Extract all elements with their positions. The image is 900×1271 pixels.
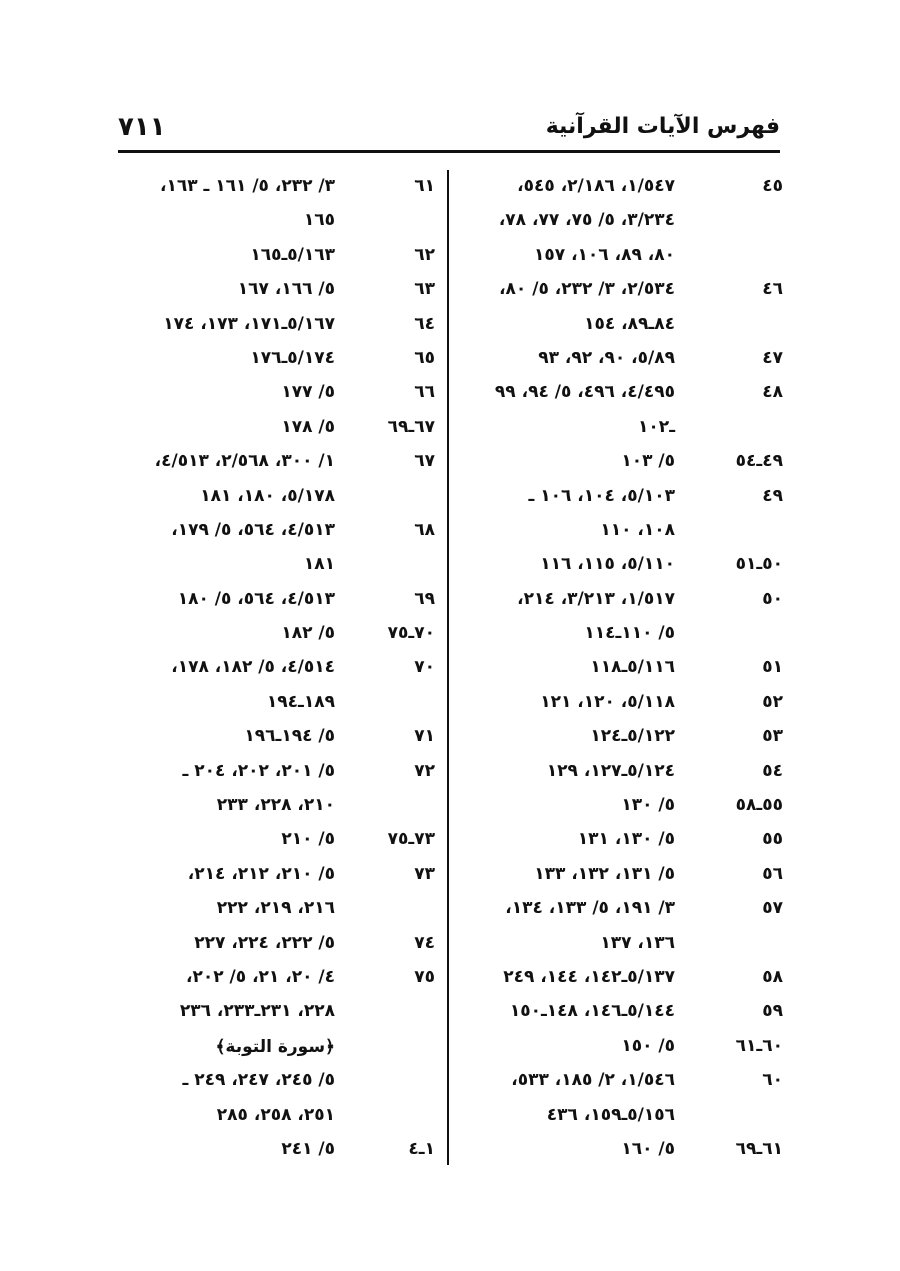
- index-row: [125, 308, 435, 342]
- page-references: ١/ ٣٠٠، ٢/٥٦٨، ٤/٥١٣،: [154, 451, 335, 472]
- verse-number: ٤٩ـ٥٤: [735, 451, 783, 472]
- verse-number: ٦٧ـ٦٩: [387, 416, 435, 437]
- page-references: ٥/١٦٧ـ١٧١، ١٧٣، ١٧٤: [163, 313, 335, 334]
- verse-number: ٥٨: [762, 966, 783, 987]
- index-row: [465, 514, 783, 548]
- header-rule: [118, 150, 780, 153]
- page-references: ٤/٥١٤، ٥/ ١٨٢، ١٧٨،: [171, 657, 335, 678]
- page-references: ٥/ ١٣٠: [621, 795, 675, 816]
- page-references: ٤/٥١٣، ٥٦٤، ٥/ ١٨٠: [177, 588, 335, 609]
- index-row: [465, 823, 783, 857]
- verse-number: ٧٠: [414, 657, 435, 678]
- index-row: [465, 617, 783, 651]
- page-references: ٥/ ٢١٠، ٢١٢، ٢١٤،: [187, 863, 335, 884]
- page-references: ٥/١٣٧ـ١٤٢، ١٤٤، ٢٤٩: [503, 966, 675, 987]
- page-references: ٥/ ١١٠ـ١١٤: [584, 623, 675, 644]
- page-references: ٥/ ١٨٢: [281, 623, 335, 644]
- index-row: [125, 755, 435, 789]
- page-references: ٥/١٠٣، ١٠٤، ١٠٦ ـ: [528, 485, 675, 506]
- verse-number: ٧٣ـ٧٥: [387, 829, 435, 850]
- page-references: ٥/ ٢٠١، ٢٠٢، ٢٠٤ ـ: [182, 760, 335, 781]
- page-references: ٥/١٢٤ـ١٢٧، ١٢٩: [546, 760, 675, 781]
- page-references: ١/٥١٧، ٣/٢١٣، ٢١٤،: [517, 588, 675, 609]
- page-references: ٢١٠، ٢٢٨، ٢٣٣: [216, 795, 335, 816]
- index-row: [465, 1030, 783, 1064]
- page-title: فهرس الآيات القرآنية: [545, 114, 780, 139]
- index-row: [465, 755, 783, 789]
- verse-number: ٦٣: [414, 279, 435, 300]
- index-row: [125, 651, 435, 685]
- page-references: ٣/ ٢٣٢، ٥/ ١٦١ ـ ١٦٣،: [160, 176, 335, 196]
- page-references: ١٣٦، ١٣٧: [600, 932, 675, 953]
- page-references: ٥/ ١٧٧: [281, 382, 335, 403]
- page-references: ٥/ ١٣١، ١٣٢، ١٣٣: [534, 863, 675, 884]
- index-row: [465, 239, 783, 273]
- verse-number: ٥٥: [762, 829, 783, 850]
- verse-number: ٧١: [414, 726, 435, 747]
- page-references: ٢١٦، ٢١٩، ٢٢٢: [216, 898, 335, 919]
- index-column-left: [125, 170, 435, 1167]
- page-references: ٤/ ٢٠، ٢١، ٥/ ٢٠٢،: [186, 966, 335, 987]
- page-references: ٥/١٥٦ـ١٥٩، ٤٣٦: [546, 1104, 675, 1125]
- index-row: [465, 1064, 783, 1098]
- page-references: ٥/ ١٩٤ـ١٩٦: [244, 726, 335, 747]
- index-row: [465, 204, 783, 238]
- index-row: [125, 617, 435, 651]
- index-row: [125, 1099, 435, 1133]
- index-row: [125, 514, 435, 548]
- index-row: [125, 204, 435, 238]
- page-references: ٨٠، ٨٩، ١٠٦، ١٥٧: [534, 244, 675, 265]
- index-row: [465, 411, 783, 445]
- index-row: [125, 1030, 435, 1064]
- page-references: ١٦٥: [303, 210, 335, 231]
- page-references: ١/٥٤٧، ٢/١٨٦، ٥٤٥،: [517, 176, 675, 196]
- page-references: ٥/١٧٨، ١٨٠، ١٨١: [200, 485, 335, 506]
- page-references: ٥/ ١٣٠، ١٣١: [577, 829, 675, 850]
- index-row: [125, 789, 435, 823]
- index-row: [125, 445, 435, 479]
- page-references: ٢٢٨، ٢٣١ـ٢٣٣، ٢٣٦: [179, 1001, 335, 1022]
- page-references: ٥/٨٩، ٩٠، ٩٢، ٩٣: [538, 347, 675, 368]
- index-row: [465, 858, 783, 892]
- page-references: ٢/٥٣٤، ٣/ ٢٣٢، ٥/ ٨٠،: [499, 279, 675, 300]
- index-row: [125, 1064, 435, 1098]
- index-row: [465, 1099, 783, 1133]
- page-references: ٢٥١، ٢٥٨، ٢٨٥: [216, 1104, 335, 1125]
- index-row: [465, 170, 783, 204]
- page-references: ٣/ ١٩١، ٥/ ١٣٣، ١٣٤،: [505, 898, 675, 919]
- verse-number: ٦٧: [414, 451, 435, 472]
- verse-number: ٥٦: [762, 863, 783, 884]
- index-row: [465, 273, 783, 307]
- page-references: ٥/ ١٥٠: [621, 1035, 675, 1056]
- index-row: [465, 480, 783, 514]
- verse-number: ٧٤: [414, 932, 435, 953]
- page-references: ٥/١٧٤ـ١٧٦: [250, 347, 335, 368]
- index-row: [465, 686, 783, 720]
- page-references: ٥/١٦٣ـ١٦٥: [250, 244, 335, 265]
- verse-number: ٥٠ـ٥١: [735, 554, 783, 575]
- index-row: [125, 927, 435, 961]
- index-row: [465, 376, 783, 410]
- verse-number: ٥٣: [762, 726, 783, 747]
- page-references: ـ١٠٢: [638, 416, 675, 437]
- index-row: [125, 170, 435, 204]
- verse-number: ٦٤: [414, 313, 435, 334]
- page-references: ٥/ ١٠٣: [621, 451, 675, 472]
- page-number: ٧١١: [118, 112, 166, 142]
- verse-number: ٦٥: [414, 347, 435, 368]
- page-references: ٥/ ٢٢٢، ٢٢٤، ٢٢٧: [194, 932, 335, 953]
- page-references: ٥/١١٦ـ١١٨: [590, 657, 675, 678]
- index-row: [465, 308, 783, 342]
- column-divider: [447, 170, 449, 1165]
- page-references: ٤/٥١٣، ٥٦٤، ٥/ ١٧٩،: [171, 519, 335, 540]
- verse-number: ٥٠: [762, 588, 783, 609]
- index-row: [465, 789, 783, 823]
- index-row: [125, 411, 435, 445]
- page-references: ٥/ ٢٤١: [281, 1138, 335, 1159]
- index-row: [465, 445, 783, 479]
- index-row: [465, 342, 783, 376]
- index-row: [125, 583, 435, 617]
- verse-number: ٥٤: [762, 760, 783, 781]
- index-row: [465, 583, 783, 617]
- index-row: [125, 376, 435, 410]
- verse-number: ٧٥: [414, 966, 435, 987]
- index-row: [125, 273, 435, 307]
- index-row: [125, 995, 435, 1029]
- index-row: [125, 823, 435, 857]
- index-row: [465, 651, 783, 685]
- index-row: [125, 1133, 435, 1167]
- index-row: [125, 858, 435, 892]
- index-row: [465, 961, 783, 995]
- index-row: [125, 548, 435, 582]
- page-references: ١٨٩ـ١٩٤: [266, 691, 335, 712]
- page-references: ٥/ ٢١٠: [281, 829, 335, 850]
- index-row: [125, 239, 435, 273]
- page-references: ٥/١٢٢ـ١٢٤: [590, 726, 675, 747]
- page-references: ٥/١١٠، ١١٥، ١١٦: [540, 554, 675, 575]
- index-row: [125, 961, 435, 995]
- page-references: ٥/١١٨، ١٢٠، ١٢١: [540, 691, 675, 712]
- verse-number: ٦٩: [414, 588, 435, 609]
- index-row: [125, 480, 435, 514]
- verse-number: ٤٨: [762, 382, 783, 403]
- verse-number: ٤٥: [762, 176, 783, 196]
- index-row: [465, 892, 783, 926]
- page-references: ٥/ ١٦٦، ١٦٧: [237, 279, 335, 300]
- verse-number: ٥٧: [762, 898, 783, 919]
- verse-number: ٧٠ـ٧٥: [387, 623, 435, 644]
- verse-number: ٦٦: [414, 382, 435, 403]
- index-row: [125, 892, 435, 926]
- index-row: [465, 720, 783, 754]
- index-row: [125, 686, 435, 720]
- verse-number: ٦١ـ٦٩: [735, 1138, 783, 1159]
- verse-number: ٤٩: [762, 485, 783, 506]
- verse-number: ٧٢: [414, 760, 435, 781]
- index-row: [125, 720, 435, 754]
- verse-number: ٧٣: [414, 863, 435, 884]
- page-references: ١٠٨، ١١٠: [600, 519, 675, 540]
- index-row: [125, 342, 435, 376]
- verse-number: ٦٢: [414, 244, 435, 265]
- page-references: ﴿سورة التوبة﴾: [215, 1036, 335, 1057]
- page-references: ٣/٢٣٤، ٥/ ٧٥، ٧٧، ٧٨،: [498, 210, 675, 231]
- verse-number: ٦٠ـ٦١: [735, 1035, 783, 1056]
- verse-number: ٦٨: [414, 519, 435, 540]
- page-references: ٥/ ١٦٠: [621, 1138, 675, 1159]
- page-references: ٥/ ١٧٨: [281, 416, 335, 437]
- page-references: ١٨١: [303, 554, 335, 575]
- verse-number: ٥٢: [762, 691, 783, 712]
- index-row: [465, 1133, 783, 1167]
- verse-number: ٥٩: [762, 1001, 783, 1022]
- index-row: [465, 548, 783, 582]
- index-column-right: [465, 170, 783, 1167]
- verse-number: ٤٧: [762, 347, 783, 368]
- verse-number: ٥١: [762, 657, 783, 678]
- page-references: ٥/ ٢٤٥، ٢٤٧، ٢٤٩ ـ: [182, 1070, 335, 1091]
- index-row: [465, 927, 783, 961]
- verse-number: ٤٦: [762, 279, 783, 300]
- verse-number: ٦٠: [762, 1070, 783, 1091]
- page-references: ٨٤ـ٨٩، ١٥٤: [584, 313, 675, 334]
- page-header: [118, 112, 780, 152]
- verse-number: ٥٥ـ٥٨: [735, 795, 783, 816]
- page-references: ٤/٤٩٥، ٤٩٦، ٥/ ٩٤، ٩٩: [494, 382, 675, 403]
- page-references: ١/٥٤٦، ٢/ ١٨٥، ٥٣٣،: [511, 1070, 675, 1091]
- index-row: [465, 995, 783, 1029]
- verse-number: ٦١: [414, 176, 435, 196]
- verse-number: ١ـ٤: [408, 1138, 435, 1159]
- page-references: ٥/١٤٤ـ١٤٦، ١٤٨ـ١٥٠: [509, 1001, 675, 1022]
